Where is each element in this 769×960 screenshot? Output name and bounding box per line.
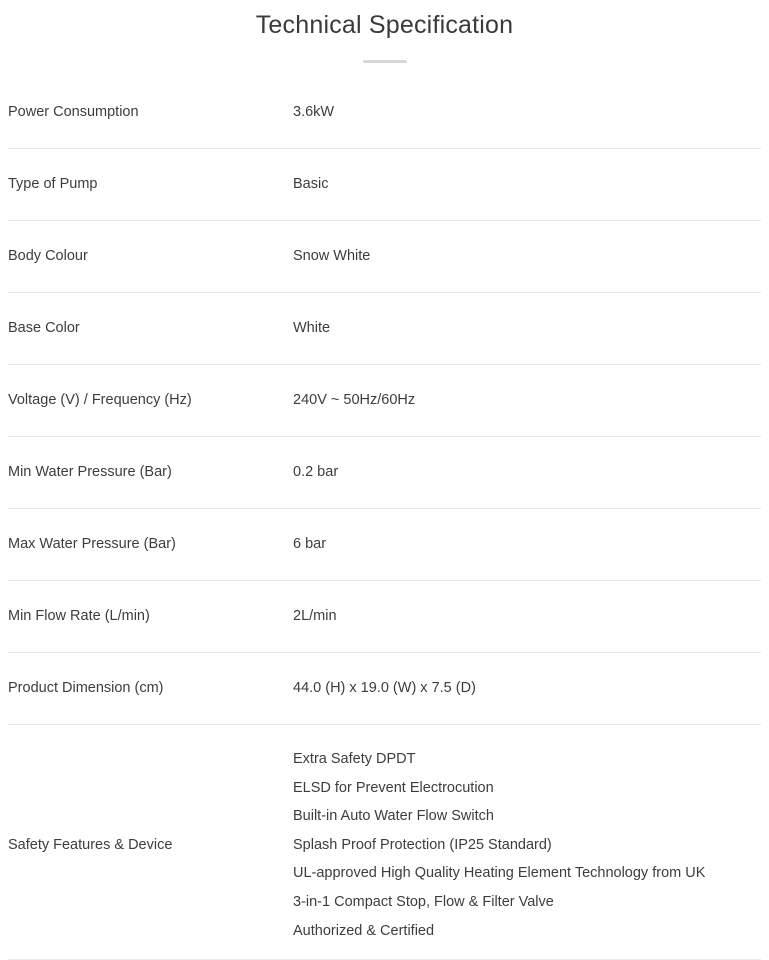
list-item: Splash Proof Protection (IP25 Standard) (293, 836, 552, 853)
table-row (8, 293, 761, 365)
spec-value: Snow White (293, 248, 371, 264)
spec-label: Voltage (V) / Frequency (Hz) (8, 392, 192, 408)
spec-value: 6 bar (293, 536, 327, 552)
list-item: Extra Safety DPDT (293, 751, 416, 767)
spec-label: Min Flow Rate (L/min) (8, 608, 150, 624)
table-row (8, 365, 761, 437)
spec-value: 2L/min (293, 608, 337, 624)
spec-label: Power Consumption (8, 104, 139, 120)
page-title: Technical Specification (255, 11, 514, 39)
spec-label: Type of Pump (8, 176, 98, 192)
spec-value: 44.0 (H) x 19.0 (W) x 7.5 (D) (293, 680, 476, 696)
spec-label: Safety Features & Device (8, 836, 173, 853)
specification-table (8, 77, 761, 960)
list-item: 3-in-1 Compact Stop, Flow & Filter Valve (293, 893, 554, 910)
title-divider (363, 60, 407, 63)
table-row (8, 221, 761, 293)
table-row (8, 77, 761, 149)
spec-label: Base Color (8, 320, 80, 336)
list-item: ELSD for Prevent Electrocution (293, 779, 494, 796)
spec-label: Body Colour (8, 248, 88, 264)
spec-value: White (293, 320, 331, 336)
list-item: Authorized & Certified (293, 922, 435, 939)
table-row-safety-features (8, 725, 761, 960)
table-row (8, 437, 761, 509)
table-row (8, 581, 761, 653)
spec-label: Min Water Pressure (Bar) (8, 464, 172, 480)
table-row (8, 653, 761, 725)
spec-value: 0.2 bar (293, 464, 339, 480)
spec-value-safety-features (293, 725, 761, 960)
spec-value: 3.6kW (293, 104, 335, 120)
spec-label: Product Dimension (cm) (8, 680, 164, 696)
safety-feature-list (293, 745, 761, 945)
spec-label: Max Water Pressure (Bar) (8, 536, 176, 552)
table-row (8, 149, 761, 221)
spec-value: Basic (293, 176, 329, 192)
list-item: Built-in Auto Water Flow Switch (293, 808, 494, 825)
specification-table-body (8, 77, 761, 960)
table-row (8, 509, 761, 581)
spec-value: 240V ~ 50Hz/60Hz (293, 392, 416, 408)
list-item: UL-approved High Quality Heating Element Technology from UK (293, 865, 706, 882)
